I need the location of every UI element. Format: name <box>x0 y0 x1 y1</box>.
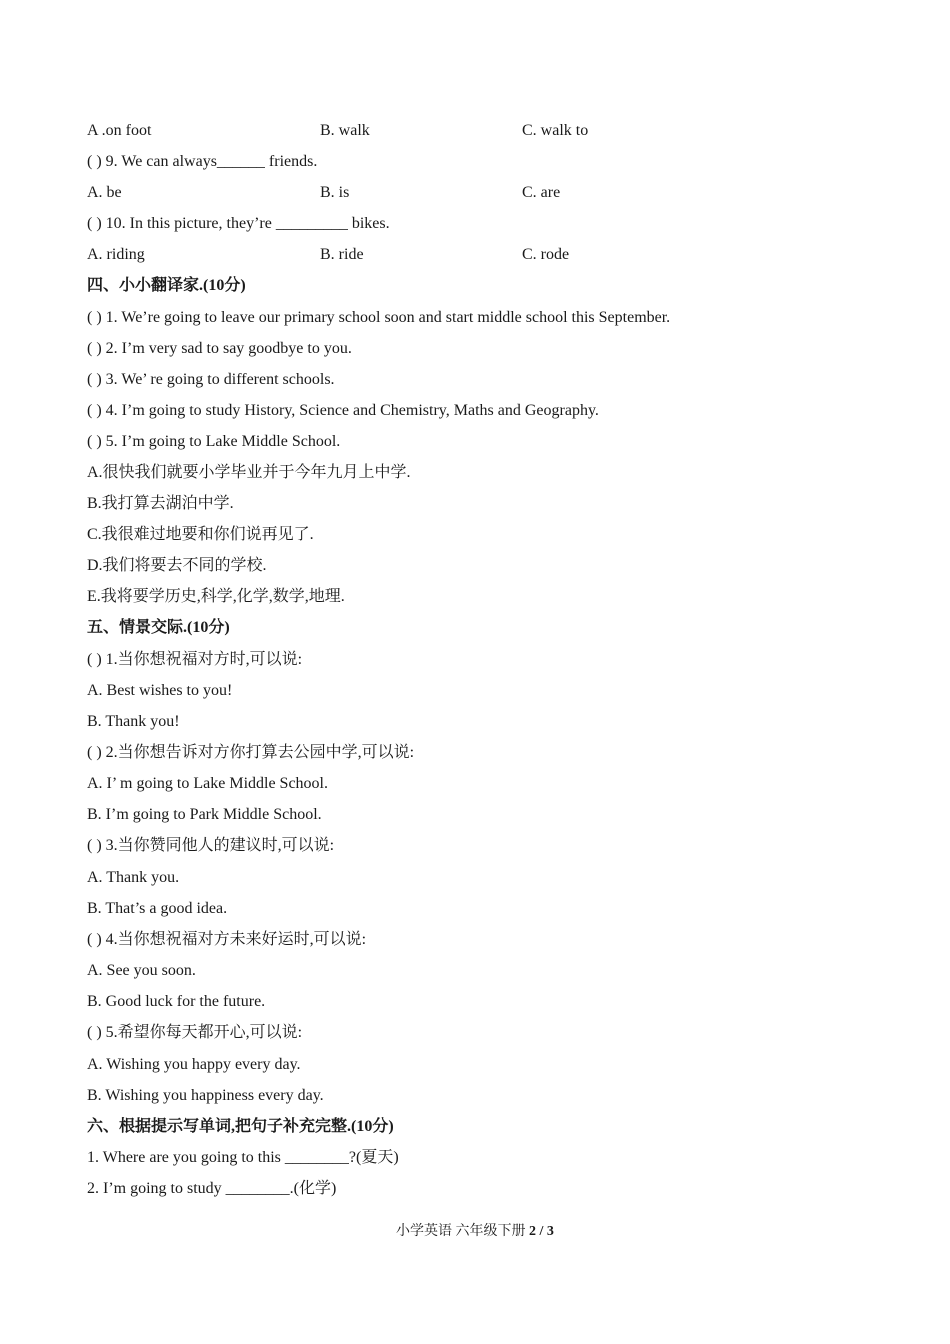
q9-option-a: A. be <box>87 184 122 201</box>
q9-option-c: C. are <box>522 184 561 201</box>
q10-option-b: B. ride <box>320 246 364 263</box>
section4-choice: C.我很难过地要和你们说再见了. <box>87 526 314 543</box>
q8-option-a: A .on foot <box>87 122 152 139</box>
section5-option: B. Good luck for the future. <box>87 993 266 1010</box>
section4-item: ( ) 3. We’ re going to different schools. <box>87 371 335 388</box>
section5-option: A. Best wishes to you! <box>87 682 233 699</box>
section4-choice: B.我打算去湖泊中学. <box>87 495 234 512</box>
section6-item: 1. Where are you going to this ________?(夏天) <box>87 1149 399 1166</box>
section5-option: A. I’ m going to Lake Middle School. <box>87 775 328 792</box>
section5-option: A. See you soon. <box>87 962 196 979</box>
section5-question: ( ) 4.当你想祝福对方未来好运时,可以说: <box>87 931 367 948</box>
section4-item: ( ) 1. We’re going to leave our primary school soon and start middle school this September. <box>87 309 671 326</box>
section4-item: ( ) 5. I’m going to Lake Middle School. <box>87 433 341 450</box>
section5-option: B. I’m going to Park Middle School. <box>87 806 322 823</box>
q9-option-b: B. is <box>320 184 350 201</box>
footer-text: 小学英语 六年级下册 <box>396 1224 530 1239</box>
section4-choice: A.很快我们就要小学毕业并于今年九月上中学. <box>87 464 411 481</box>
q9-stem: ( ) 9. We can always______ friends. <box>87 153 318 170</box>
section5-question: ( ) 5.希望你每天都开心,可以说: <box>87 1024 303 1041</box>
section5-question: ( ) 1.当你想祝福对方时,可以说: <box>87 651 303 668</box>
section5-option: B. Wishing you happiness every day. <box>87 1087 324 1104</box>
section5-option: A. Wishing you happy every day. <box>87 1056 301 1073</box>
page-number: 2 / 3 <box>529 1224 554 1239</box>
section4-choice: D.我们将要去不同的学校. <box>87 557 267 574</box>
section5-option: A. Thank you. <box>87 869 180 886</box>
section5-option: B. That’s a good idea. <box>87 900 228 917</box>
page-footer <box>0 1222 950 1242</box>
section5-question: ( ) 2.当你想告诉对方你打算去公园中学,可以说: <box>87 744 415 761</box>
section5-question: ( ) 3.当你赞同他人的建议时,可以说: <box>87 837 335 854</box>
q8-option-c: C. walk to <box>522 122 589 139</box>
q10-stem: ( ) 10. In this picture, they’re _________ bikes. <box>87 215 390 232</box>
section4-choice: E.我将要学历史,科学,化学,数学,地理. <box>87 588 345 605</box>
q10-option-c: C. rode <box>522 246 570 263</box>
section4-title: 四、小小翻译家.(10分) <box>87 277 246 294</box>
section6-item: 2. I’m going to study ________.(化学) <box>87 1180 337 1197</box>
section5-title: 五、情景交际.(10分) <box>87 619 230 636</box>
section6-title: 六、根据提示写单词,把句子补充完整.(10分) <box>87 1118 394 1135</box>
q10-option-a: A. riding <box>87 246 145 263</box>
section4-item: ( ) 4. I’m going to study History, Science and Chemistry, Maths and Geography. <box>87 402 599 419</box>
q8-option-b: B. walk <box>320 122 370 139</box>
section4-item: ( ) 2. I’m very sad to say goodbye to you. <box>87 340 352 357</box>
section5-option: B. Thank you! <box>87 713 180 730</box>
